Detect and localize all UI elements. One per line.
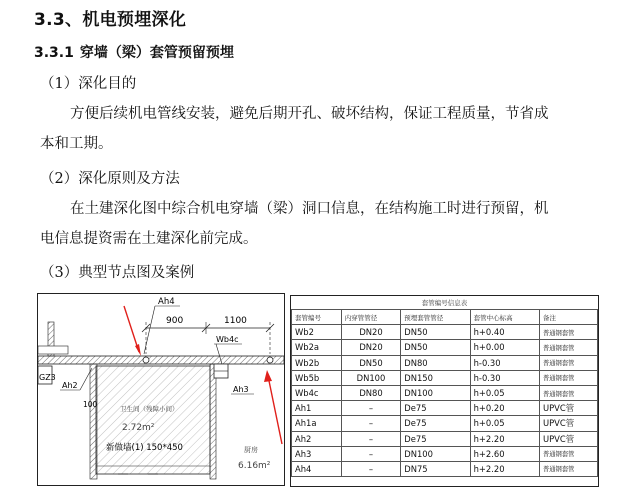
table-cell: – (341, 401, 401, 416)
table-cell: 普通钢套管 (539, 355, 597, 370)
table-cell: h+2.60 (470, 446, 539, 461)
subsection-heading (34, 42, 234, 62)
ah4-label: Ah4 (158, 297, 175, 307)
table-cell: h+0.00 (470, 340, 539, 355)
table-cell: DN100 (401, 385, 470, 400)
table-row (292, 325, 598, 340)
room-hatch (96, 366, 210, 474)
table-cell: DN75 (401, 461, 470, 476)
wb4c-label: Wb4c (216, 335, 239, 344)
table-row (292, 431, 598, 446)
table-cell: UPVC管 (539, 431, 597, 446)
table-row (292, 446, 598, 461)
dim-900-label: 900 (166, 316, 184, 326)
table-cell: UPVC管 (539, 416, 597, 431)
node-drawing-figure (37, 293, 285, 486)
table-cell: h+0.05 (470, 416, 539, 431)
item-principle: （2）深化原则及方法 (40, 171, 180, 187)
table-cell: 普通钢套管 (539, 461, 597, 476)
table-row (292, 401, 598, 416)
table-cell: 普通钢套管 (539, 385, 597, 400)
table-cell: h-0.30 (470, 355, 539, 370)
room-area-label: 2.72m² (122, 423, 155, 433)
room2-name-label: 厨房 (244, 446, 258, 454)
header-cell: 预埋套管管径 (401, 310, 470, 325)
paragraph-line: 方便后续机电管线安装，避免后期开孔、破坏结构，保证工程质量，节省成 (70, 106, 549, 122)
ah2-label: Ah2 (62, 381, 78, 390)
dim-1100-label: 1100 (224, 316, 247, 326)
paragraph-line: 在土建深化图中综合机电穿墙（梁）洞口信息，在结构施工时进行预留，机 (70, 201, 549, 217)
table-cell: Ah4 (292, 461, 342, 476)
table-cell: DN50 (341, 355, 401, 370)
table-cell: h-0.30 (470, 370, 539, 385)
table-cell: – (341, 416, 401, 431)
sleeve-ah4 (143, 357, 149, 363)
table-cell: – (341, 446, 401, 461)
table-cell: DN20 (341, 340, 401, 355)
table-cell: Ah2 (292, 431, 342, 446)
table-cell: DN50 (401, 325, 470, 340)
room2-area-label: 6.16m² (238, 461, 271, 471)
table-cell: h+0.05 (470, 385, 539, 400)
table-cell: Wb2b (292, 355, 342, 370)
table-cell: Ah1 (292, 401, 342, 416)
table-cell: Wb5b (292, 370, 342, 385)
annotation-label: 新做墙(1) 150*450 (106, 443, 183, 453)
table-row (292, 385, 598, 400)
table-cell: DN100 (341, 370, 401, 385)
table-cell: – (341, 431, 401, 446)
red-arrow-ah4 (124, 306, 139, 352)
ah3-label: Ah3 (233, 385, 249, 394)
table-header-row (292, 310, 598, 325)
table-row (292, 340, 598, 355)
paragraph-purpose (40, 99, 600, 159)
header-cell: 备注 (539, 310, 597, 325)
table-cell: DN80 (401, 355, 470, 370)
table-row (292, 355, 598, 370)
table-row (292, 370, 598, 385)
header-cell: 套管中心标高 (470, 310, 539, 325)
table-cell: Wb2 (292, 325, 342, 340)
header-cell: 套管编号 (292, 310, 342, 325)
paragraph-principle (40, 194, 600, 254)
room-name-label: 卫生间（残障小间） (120, 405, 179, 413)
table-cell: 普通钢套管 (539, 370, 597, 385)
table-cell: h+0.20 (470, 401, 539, 416)
subsection-number: 3.3.1 (34, 45, 74, 61)
top-wall (38, 356, 284, 364)
paragraph-line: 电信息提资需在土建深化前完成。 (40, 231, 258, 247)
table-cell: DN80 (341, 385, 401, 400)
sleeve-info-table (290, 295, 599, 487)
table-cell: Wb2a (292, 340, 342, 355)
table-cell: UPVC管 (539, 401, 597, 416)
table-cell: DN150 (401, 370, 470, 385)
middle-wall (210, 364, 216, 479)
table-cell: Ah1a (292, 416, 342, 431)
table-cell: DN50 (401, 340, 470, 355)
table-cell: h+0.40 (470, 325, 539, 340)
red-arrow-ah3 (268, 376, 282, 444)
item-purpose: （1）深化目的 (40, 76, 137, 92)
table-cell: De75 (401, 416, 470, 431)
window-sill (38, 346, 68, 354)
table-cell: DN20 (341, 325, 401, 340)
left-wall (90, 364, 97, 479)
table-cell: – (341, 461, 401, 476)
item-typical-node: （3）典型节点图及案例 (40, 265, 195, 281)
subsection-title: 穿墙（梁）套管预留预埋 (79, 45, 234, 61)
table-row (292, 461, 598, 476)
header-cell: 内穿管管径 (341, 310, 401, 325)
dim-100-label: 100 (83, 400, 98, 409)
table-cell: 普通钢套管 (539, 340, 597, 355)
table-cell: h+2.20 (470, 431, 539, 446)
table-cell: h+2.20 (470, 461, 539, 476)
paragraph-line: 本和工期。 (40, 136, 113, 152)
table-cell: De75 (401, 431, 470, 446)
table-row (292, 416, 598, 431)
table-cell: Wb4c (292, 385, 342, 400)
table-cell: DN100 (401, 446, 470, 461)
node-drawing (38, 294, 284, 485)
table-caption: 套管编号信息表 (421, 299, 468, 307)
section-heading: 3.3、机电预埋深化 (34, 10, 187, 30)
table-cell: Ah3 (292, 446, 342, 461)
sleeve-ah3 (267, 357, 273, 363)
gz3-label: GZ3 (39, 373, 56, 382)
table-cell: De75 (401, 401, 470, 416)
table-cell: 普通钢套管 (539, 446, 597, 461)
table-cell: 普通钢套管 (539, 325, 597, 340)
